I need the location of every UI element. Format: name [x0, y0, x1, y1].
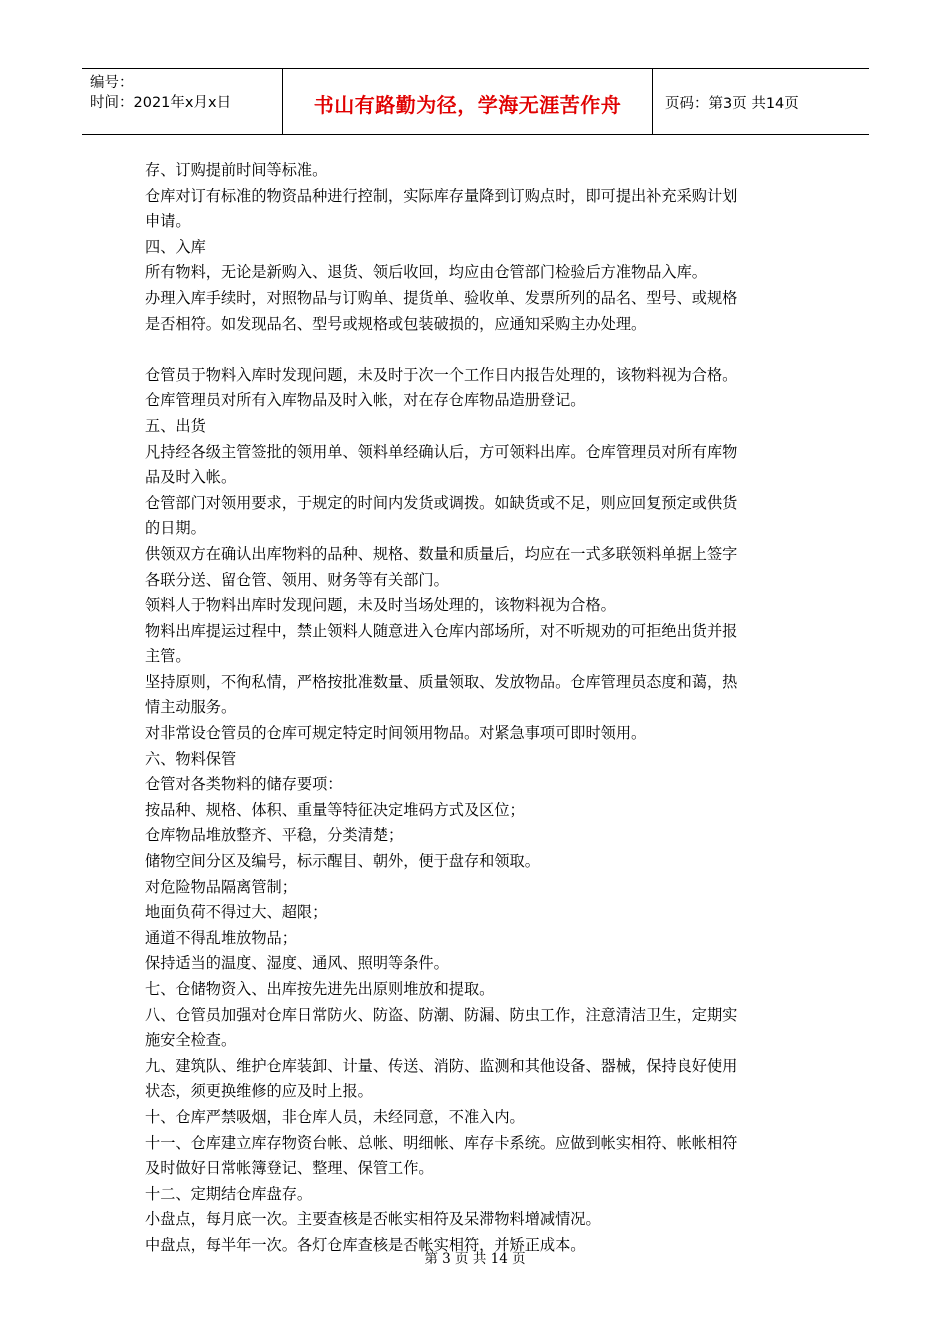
body-line: 存、订购提前时间等标准。: [145, 161, 328, 179]
body-line: 小盘点，每月底一次。主要查核是否帐实相符及呆滞物料增减情况。: [145, 1210, 601, 1229]
body-line: 物料出库提运过程中，禁止领料人随意进入仓库内部场所，对不听规劝的可拒绝出货并报: [145, 621, 738, 640]
body-line: 七、仓储物资入、出库按先进先出原则堆放和提取。: [145, 980, 495, 998]
body-line: 对非常设仓管员的仓库可规定特定时间领用物品。对紧急事项可即时领用。: [145, 724, 647, 743]
body-line: 品及时入帐。: [145, 468, 237, 487]
body-line: 领料人于物料出库时发现问题，未及时当场处理的，该物料视为合格。: [145, 596, 616, 615]
body-line: 十一、仓库建立库存物资台帐、总帐、明细帐、库存卡系统。应做到帐实相符、帐帐相符: [145, 1133, 738, 1152]
body-line: 中盘点，每半年一次。各灯仓库查核是否帐实相符，并矫正成本。: [145, 1235, 586, 1254]
body-line: 地面负荷不得过大、超限；: [145, 903, 328, 922]
document-number-label: 编号：: [90, 75, 134, 91]
body-line: 仓管员于物料入库时发现问题，未及时于次一个工作日内报告处理的，该物料视为合格。: [145, 365, 738, 384]
header-meta: [82, 69, 283, 134]
body-line: 办理入库手续时，对照物品与订购单、提货单、验收单、发票所列的品名、型号、或规格: [145, 288, 738, 307]
body-line: 各联分送、留仓管、领用、财务等有关部门。: [145, 570, 449, 589]
body-line: 仓管对各类物料的储存要项：: [145, 775, 343, 794]
body-line: 十、仓库严禁吸烟，非仓库人员，未经同意，不准入内。: [145, 1107, 525, 1126]
body-line: 按品种、规格、体积、重量等特征决定堆码方式及区位；: [145, 800, 525, 819]
body-line: 四、入库: [145, 237, 206, 256]
body-line: 储物空间分区及编号，标示醒目、朝外，便于盘存和领取。: [145, 852, 540, 871]
document-header: [82, 68, 869, 135]
body-line: 五、出货: [145, 416, 206, 435]
body-line: 是否相符。如发现品名、型号或规格或包装破损的，应通知采购主办处理。: [145, 314, 647, 333]
header-page-info-cell: [653, 69, 869, 134]
body-line: 的日期。: [145, 519, 206, 538]
body-line: 通道不得乱堆放物品；: [145, 928, 297, 947]
body-line: 情主动服务。: [145, 698, 237, 717]
body-line: 施安全检查。: [145, 1031, 237, 1050]
body-line: 所有物料，无论是新购入、退货、领后收回，均应由仓管部门检验后方准物品入库。: [145, 263, 707, 282]
body-line: 六、物料保管: [145, 749, 237, 768]
footer-page-number: 第 3 页 共 14 页: [424, 1251, 526, 1267]
body-line: 供领双方在确认出库物料的品种、规格、数量和质量后，均应在一式多联领料单据上签字: [145, 544, 738, 563]
body-line: 九、建筑队、维护仓库装卸、计量、传送、消防、监测和其他设备、器械，保持良好使用: [145, 1056, 738, 1075]
body-line: 凡持经各级主管签批的领用单、领料单经确认后，方可领料出库。仓库管理员对所有库物: [145, 442, 738, 461]
body-line: 对危险物品隔离管制；: [145, 877, 297, 896]
body-line: 八、仓管员加强对仓库日常防火、防盗、防潮、防漏、防虫工作，注意清洁卫生，定期实: [145, 1005, 738, 1024]
body-line: 仓库物品堆放整齐、平稳，分类清楚；: [145, 826, 404, 845]
body-line: 仓库管理员对所有入库物品及时入帐，对在存仓库物品造册登记。: [145, 391, 586, 410]
header-page-info: 页码：第3页 共14页: [665, 96, 799, 112]
body-line: 状态，须更换维修的应及时上报。: [145, 1082, 373, 1101]
document-body: [145, 158, 815, 1259]
header-motto-cell: [283, 69, 653, 134]
body-line: 保持适当的温度、湿度、通风、照明等条件。: [145, 954, 449, 973]
body-line: 及时做好日常帐簿登记、整理、保管工作。: [145, 1159, 434, 1178]
body-line: 坚持原则，不徇私情，严格按批准数量、质量领取、发放物品。仓库管理员态度和蔼，热: [145, 672, 738, 691]
body-line: 申请。: [145, 212, 191, 231]
document-date-label: 时间：2021年x月x日: [90, 95, 232, 111]
body-line: 十二、定期结仓库盘存。: [145, 1184, 313, 1203]
body-line: 仓管部门对领用要求，于规定的时间内发货或调拨。如缺货或不足，则应回复预定或供货: [145, 493, 738, 512]
blank-line: [145, 337, 815, 363]
page-footer: [0, 1247, 950, 1267]
body-line: 主管。: [145, 647, 191, 666]
body-line: 仓库对订有标准的物资品种进行控制，实际库存量降到订购点时，即可提出补充采购计划: [145, 186, 738, 205]
header-motto: 书山有路勤为径，学海无涯苦作舟: [313, 93, 622, 117]
